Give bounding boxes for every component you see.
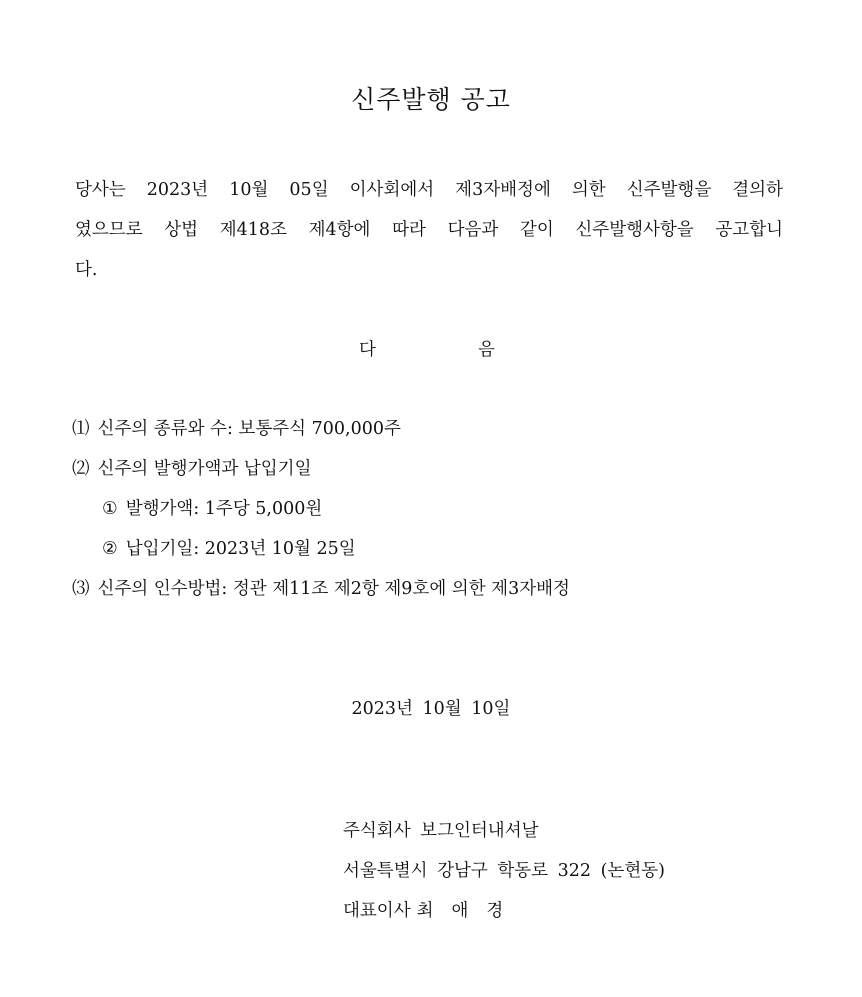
subitem-number: ① [102, 499, 118, 519]
subitem-text: 납입기일: 2023년 10월 25일 [125, 539, 356, 559]
body-line-2: 였으므로 상법 제418조 제4항에 따라 다음과 같이 신주발행사항을 공고합니 [75, 220, 783, 240]
list-item [72, 572, 570, 612]
page-title: 신주발행 공고 [351, 85, 511, 114]
list-subitem [72, 532, 570, 572]
item-text: 신주의 발행가액과 납입기일 [97, 459, 312, 479]
section-heading-left: 다 [359, 340, 376, 360]
notice-date: 2023년 10월 10일 [351, 699, 511, 719]
subitem-text: 발행가액: 1주당 5,000원 [125, 499, 323, 519]
body-line-1: 당사는 2023년 10월 05일 이사회에서 제3자배정에 의한 신주발행을 결의하 [75, 180, 783, 200]
item-text: 신주의 인수방법: 정관 제11조 제2항 제9호에 의한 제3자배정 [97, 579, 570, 599]
notice-body [75, 170, 783, 290]
item-number: ⑶ [72, 579, 90, 599]
section-heading-right: 음 [478, 340, 495, 360]
representative [343, 894, 665, 934]
signature-block [343, 814, 665, 934]
company-name: 주식회사 보그인터내셔날 [343, 821, 539, 841]
list-subitem [72, 492, 570, 532]
subitem-number: ② [102, 539, 118, 559]
item-text: 신주의 종류와 수: 보통주식 700,000주 [97, 419, 401, 439]
list-item [72, 412, 570, 452]
representative-name: 최애경 [416, 901, 522, 921]
representative-title: 대표이사 [343, 901, 411, 921]
list-item [72, 452, 570, 492]
company-address: 서울특별시 강남구 학동로 322 (논현동) [343, 861, 665, 881]
body-line-3: 다. [75, 260, 98, 280]
item-number: ⑵ [72, 459, 90, 479]
notice-items [72, 412, 570, 612]
item-number: ⑴ [72, 419, 90, 439]
